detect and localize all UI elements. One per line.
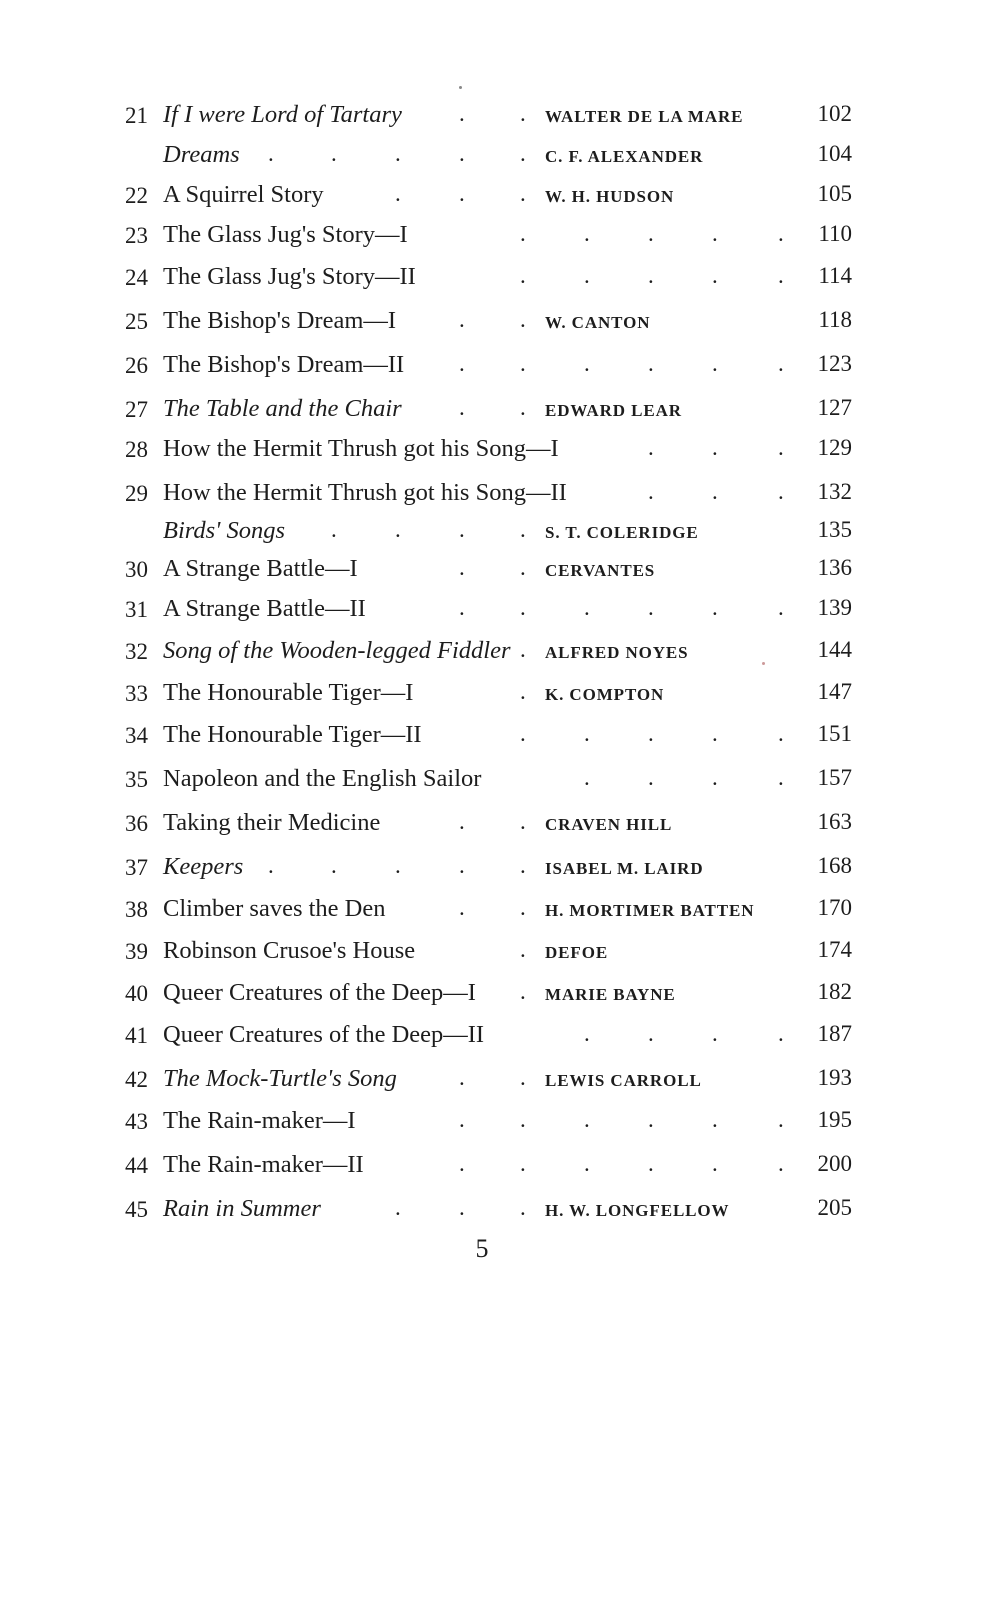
leader-dot: .	[520, 307, 526, 332]
leader-dot: .	[778, 1107, 784, 1132]
entry-number: 24	[125, 265, 148, 290]
entry-title: The Bishop's Dream—II	[163, 351, 405, 378]
leader-dot: .	[331, 853, 337, 878]
entry-number: 21	[125, 103, 148, 128]
entry-number: 25	[125, 309, 148, 334]
entry-page: 147	[817, 679, 852, 704]
leader-dot: .	[520, 721, 526, 746]
entry-number: 32	[125, 639, 148, 664]
leader-dot: .	[584, 221, 590, 246]
entry-number: 36	[125, 811, 148, 836]
entry-number: 37	[125, 855, 148, 880]
entry-title: How the Hermit Thrush got his Song—II	[163, 479, 567, 506]
leader-dot: .	[584, 351, 590, 376]
leader-dot: .	[520, 853, 526, 878]
toc-entry[interactable]	[0, 97, 1000, 137]
print-speck	[459, 86, 462, 89]
leader-dot: .	[712, 479, 718, 504]
entry-author: EDWARD LEAR	[545, 401, 682, 420]
leader-dot: .	[648, 435, 654, 460]
toc-entry[interactable]	[0, 891, 1000, 931]
toc-entry[interactable]	[0, 259, 1000, 299]
entry-page: 151	[817, 721, 852, 746]
entry-title: Song of the Wooden-legged Fiddler	[163, 637, 511, 664]
leader-dot: .	[648, 221, 654, 246]
entry-title: The Glass Jug's Story—I	[163, 221, 408, 248]
leader-dot: .	[712, 595, 718, 620]
entry-author: W. H. HUDSON	[545, 187, 675, 206]
leader-dot: .	[520, 1151, 526, 1176]
entry-page: 200	[817, 1151, 852, 1176]
leader-dot: .	[520, 351, 526, 376]
entry-title: Napoleon and the English Sailor	[163, 765, 482, 792]
entry-title: The Honourable Tiger—II	[163, 721, 422, 748]
entry-title: Climber saves the Den	[163, 895, 386, 922]
entry-page: 193	[817, 1065, 852, 1090]
leader-dot: .	[520, 637, 526, 662]
toc-entry[interactable]	[0, 137, 1000, 177]
leader-dot: .	[459, 895, 465, 920]
entry-title: The Honourable Tiger—I	[163, 679, 414, 706]
leader-dot: .	[520, 221, 526, 246]
entry-number: 40	[125, 981, 148, 1006]
leader-dot: .	[648, 351, 654, 376]
leader-dot: .	[778, 595, 784, 620]
toc-entry[interactable]	[0, 933, 1000, 973]
toc-entry[interactable]	[0, 391, 1000, 431]
leader-dot: .	[778, 351, 784, 376]
leader-dot: .	[459, 351, 465, 376]
entry-page: 144	[817, 637, 852, 662]
entry-page: 174	[817, 937, 852, 962]
leader-dot: .	[459, 1151, 465, 1176]
entry-title: The Rain-maker—II	[163, 1151, 364, 1178]
entry-title: The Glass Jug's Story—II	[163, 263, 416, 290]
toc-entry[interactable]	[0, 975, 1000, 1015]
entry-number: 30	[125, 557, 148, 582]
leader-dot: .	[712, 263, 718, 288]
entry-title: Queer Creatures of the Deep—I	[163, 979, 476, 1006]
leader-dot: .	[459, 853, 465, 878]
entry-title: The Table and the Chair	[163, 395, 402, 422]
leader-dot: .	[459, 307, 465, 332]
leader-dot: .	[395, 853, 401, 878]
leader-dot: .	[584, 1151, 590, 1176]
entry-number: 35	[125, 767, 148, 792]
leader-dot: .	[459, 395, 465, 420]
entry-author: H. W. LONGFELLOW	[545, 1201, 730, 1220]
toc-entry[interactable]	[0, 177, 1000, 217]
entry-number: 28	[125, 437, 148, 462]
entry-number: 44	[125, 1153, 148, 1178]
entry-author: ALFRED NOYES	[545, 643, 689, 662]
entry-number: 45	[125, 1197, 148, 1222]
entry-page: 127	[817, 395, 852, 420]
entry-number: 23	[125, 223, 148, 248]
leader-dot: .	[268, 141, 274, 166]
leader-dot: .	[648, 263, 654, 288]
leader-dot: .	[459, 141, 465, 166]
toc-entry[interactable]	[0, 347, 1000, 387]
leader-dot: .	[712, 351, 718, 376]
entry-title: Queer Creatures of the Deep—II	[163, 1021, 485, 1048]
leader-dot: .	[520, 1065, 526, 1090]
toc-entry[interactable]	[0, 1103, 1000, 1143]
leader-dot: .	[712, 221, 718, 246]
leader-dot: .	[395, 181, 401, 206]
entry-author: S. T. COLERIDGE	[545, 523, 699, 542]
toc-entry[interactable]	[0, 513, 1000, 553]
entry-author: WALTER DE LA MARE	[545, 107, 744, 126]
entry-page: 118	[818, 307, 852, 332]
leader-dot: .	[520, 517, 526, 542]
leader-dot: .	[712, 1021, 718, 1046]
leader-dot: .	[712, 1107, 718, 1132]
leader-dot: .	[648, 721, 654, 746]
leader-dot: .	[712, 721, 718, 746]
toc-entry[interactable]	[0, 475, 1000, 515]
leader-dot: .	[520, 1107, 526, 1132]
entry-page: 105	[817, 181, 852, 206]
entry-author: CRAVEN HILL	[545, 815, 673, 834]
leader-dot: .	[520, 101, 526, 126]
leader-dot: .	[648, 479, 654, 504]
entry-page: 104	[817, 141, 852, 166]
leader-dot: .	[520, 555, 526, 580]
toc-entry[interactable]	[0, 805, 1000, 845]
leader-dot: .	[520, 395, 526, 420]
entry-title: Birds' Songs	[163, 517, 286, 544]
entry-title: Dreams	[163, 141, 240, 168]
entry-author: K. COMPTON	[545, 685, 665, 704]
leader-dot: .	[648, 1021, 654, 1046]
entry-number: 43	[125, 1109, 148, 1134]
entry-number: 29	[125, 481, 148, 506]
entry-page: 168	[817, 853, 852, 878]
toc-entry[interactable]	[0, 591, 1000, 631]
entry-number: 26	[125, 353, 148, 378]
toc-entry[interactable]	[0, 431, 1000, 471]
entry-title: The Bishop's Dream—I	[163, 307, 397, 334]
entry-title: Robinson Crusoe's House	[163, 937, 416, 964]
entry-page: 195	[817, 1107, 852, 1132]
entry-title: Rain in Summer	[163, 1195, 321, 1222]
entry-number: 31	[125, 597, 148, 622]
leader-dot: .	[395, 141, 401, 166]
leader-dot: .	[520, 595, 526, 620]
entry-page: 136	[817, 555, 852, 580]
page-number: 5	[475, 1234, 489, 1263]
entry-page: 123	[817, 351, 852, 376]
entry-author: LEWIS CARROLL	[545, 1071, 702, 1090]
toc-entry[interactable]	[0, 675, 1000, 715]
leader-dot: .	[584, 721, 590, 746]
entry-number: 38	[125, 897, 148, 922]
entry-title: A Strange Battle—II	[163, 595, 366, 622]
entry-number: 34	[125, 723, 148, 748]
entry-page: 163	[817, 809, 852, 834]
toc-entry[interactable]	[0, 1061, 1000, 1101]
leader-dot: .	[520, 895, 526, 920]
toc-entry[interactable]	[0, 1191, 1000, 1231]
entry-title: A Squirrel Story	[163, 181, 324, 208]
entry-author: DEFOE	[545, 943, 609, 962]
print-speck	[762, 662, 765, 665]
entry-author: W. CANTON	[545, 313, 651, 332]
toc-entry[interactable]	[0, 217, 1000, 257]
entry-number: 33	[125, 681, 148, 706]
leader-dot: .	[459, 101, 465, 126]
entry-number: 42	[125, 1067, 148, 1092]
leader-dot: .	[778, 221, 784, 246]
entry-page: 114	[818, 263, 852, 288]
entry-number: 22	[125, 183, 148, 208]
entry-author: MARIE BAYNE	[545, 985, 676, 1004]
toc-entry[interactable]	[0, 849, 1000, 889]
entry-author: C. F. ALEXANDER	[545, 147, 704, 166]
leader-dot: .	[584, 1021, 590, 1046]
leader-dot: .	[520, 979, 526, 1004]
toc-entry[interactable]	[0, 1147, 1000, 1187]
leader-dot: .	[778, 1151, 784, 1176]
leader-dot: .	[331, 517, 337, 542]
entry-page: 129	[817, 435, 852, 460]
toc-entry[interactable]	[0, 633, 1000, 673]
leader-dot: .	[459, 595, 465, 620]
entry-page: 182	[817, 979, 852, 1004]
leader-dot: .	[395, 1195, 401, 1220]
entry-author: CERVANTES	[545, 561, 656, 580]
leader-dot: .	[520, 141, 526, 166]
leader-dot: .	[778, 479, 784, 504]
entry-page: 187	[817, 1021, 852, 1046]
leader-dot: .	[459, 517, 465, 542]
entry-number: 41	[125, 1023, 148, 1048]
leader-dot: .	[459, 1107, 465, 1132]
leader-dot: .	[778, 1021, 784, 1046]
toc-entry[interactable]	[0, 761, 1000, 801]
leader-dot: .	[778, 435, 784, 460]
toc-entry[interactable]	[0, 717, 1000, 757]
leader-dot: .	[584, 765, 590, 790]
leader-dot: .	[459, 1195, 465, 1220]
entry-page: 135	[817, 517, 852, 542]
entry-page: 170	[817, 895, 852, 920]
entry-title: Taking their Medicine	[163, 809, 381, 836]
entry-page: 139	[817, 595, 852, 620]
leader-dot: .	[584, 1107, 590, 1132]
entry-title: A Strange Battle—I	[163, 555, 358, 582]
entry-title: Keepers	[163, 853, 244, 880]
leader-dot: .	[648, 595, 654, 620]
leader-dot: .	[712, 1151, 718, 1176]
entry-title: The Rain-maker—I	[163, 1107, 356, 1134]
leader-dot: .	[520, 809, 526, 834]
leader-dot: .	[778, 263, 784, 288]
entry-page: 205	[817, 1195, 852, 1220]
entry-title: The Mock-Turtle's Song	[163, 1065, 397, 1092]
leader-dot: .	[520, 263, 526, 288]
leader-dot: .	[778, 765, 784, 790]
leader-dot: .	[712, 435, 718, 460]
entry-page: 110	[818, 221, 852, 246]
entry-number: 27	[125, 397, 148, 422]
leader-dot: .	[520, 181, 526, 206]
leader-dot: .	[520, 937, 526, 962]
leader-dot: .	[459, 555, 465, 580]
leader-dot: .	[459, 809, 465, 834]
leader-dot: .	[395, 517, 401, 542]
toc-entry[interactable]	[0, 551, 1000, 591]
leader-dot: .	[459, 1065, 465, 1090]
leader-dot: .	[778, 721, 784, 746]
entry-author: ISABEL M. LAIRD	[545, 859, 704, 878]
leader-dot: .	[648, 1107, 654, 1132]
leader-dot: .	[520, 679, 526, 704]
leader-dot: .	[520, 1195, 526, 1220]
entry-page: 132	[817, 479, 852, 504]
leader-dot: .	[268, 853, 274, 878]
entry-number: 39	[125, 939, 148, 964]
leader-dot: .	[459, 181, 465, 206]
leader-dot: .	[712, 765, 718, 790]
leader-dot: .	[584, 263, 590, 288]
toc-entry[interactable]	[0, 303, 1000, 343]
leader-dot: .	[648, 765, 654, 790]
leader-dot: .	[584, 595, 590, 620]
entry-title: If I were Lord of Tartary	[163, 101, 402, 128]
leader-dot: .	[331, 141, 337, 166]
entry-page: 102	[817, 101, 852, 126]
entry-title: How the Hermit Thrush got his Song—I	[163, 435, 559, 462]
toc-entry[interactable]	[0, 1017, 1000, 1057]
leader-dot: .	[648, 1151, 654, 1176]
entry-page: 157	[817, 765, 852, 790]
entry-author: H. MORTIMER BATTEN	[545, 901, 755, 920]
